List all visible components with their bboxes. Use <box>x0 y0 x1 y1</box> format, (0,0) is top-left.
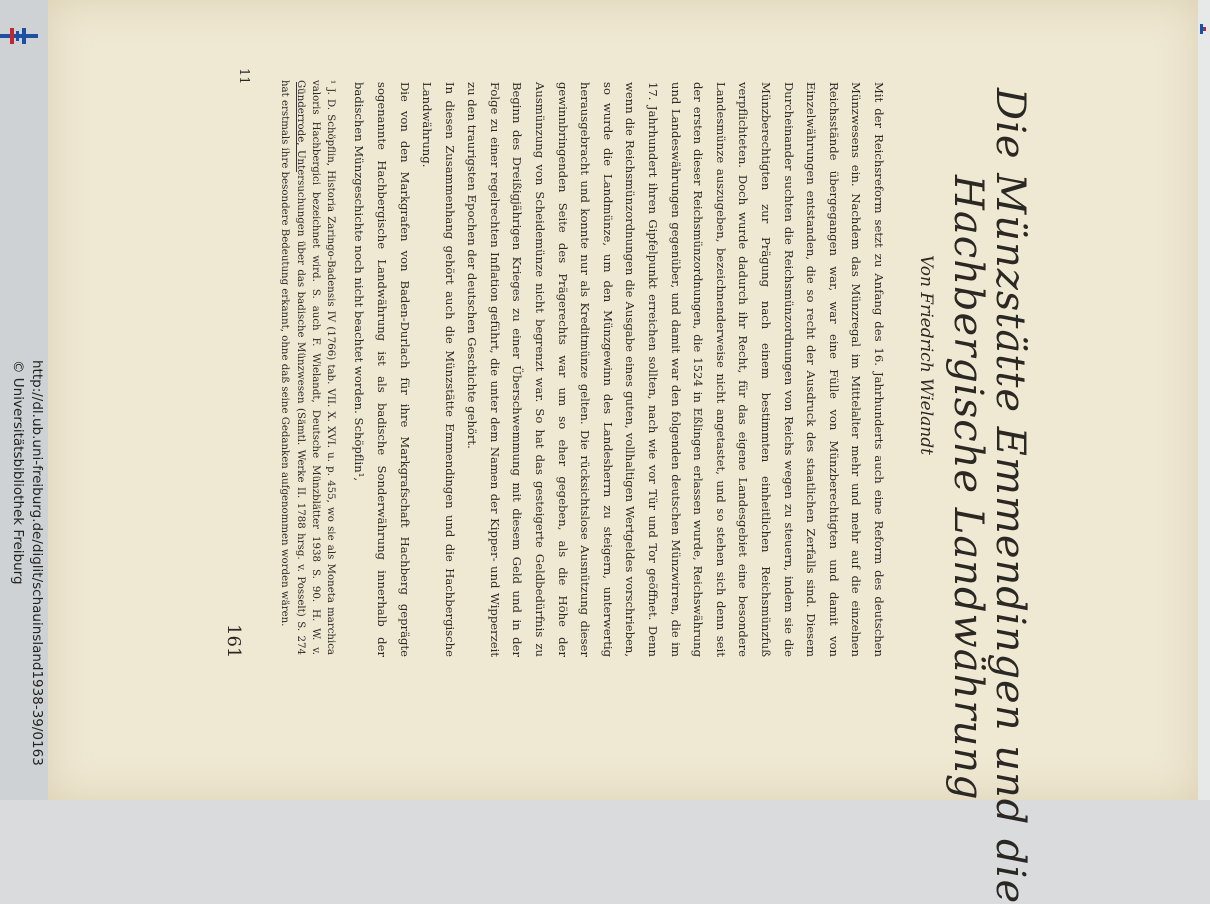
article-author: Von Friedrich Wielandt <box>916 255 936 455</box>
library-logo-icon <box>1200 22 1206 36</box>
article-title-line2: Hachbergische Landwährung <box>945 175 991 801</box>
page-number: 161 <box>223 624 244 659</box>
source-sidebar <box>6 360 46 800</box>
footnote: ¹ J. D. Schöpflin, Historia Zaringo-Badensis IV (1766) tab. VII. X. XVI. u. p. 455, wo sie als Moneta marchica valoris Hachbergici bezeichnet wird. S. auch F. Wielandt, Deutsche Münzblätter 1938 S. 90. H. W. v. Günderrode, Untersuchungen über das badische Münzwesen (Sämtl. Werke II. 1788 hrsg. v. Posselt) S. 274 hat erstmals ihre besondere Bedeutung erkannt, ohne daß seine Gedanken aufgenommen worden wären. <box>279 80 336 655</box>
signature-mark: 11 <box>236 68 251 85</box>
body-paragraph: Die von den Markgrafen von Baden-Durlach für ihre Markgrafschaft Hachberg geprägte sogenannte Hachbergische Landwährung ist als badische Sonderwährung innerhalb der badischen Münzgeschichte noch nicht beachtet worden. Schöpflin¹, <box>352 82 412 657</box>
copyright-notice: © Universitätsbibliothek Freiburg <box>10 360 26 585</box>
article-body <box>348 82 890 657</box>
article-title-line1: Die Münzstätte Emmendingen und die <box>987 88 1033 904</box>
body-paragraph: Mit der Reichsreform setzt zu Anfang des 16. Jahrhunderts auch eine Reform des deutschen Münzwesens ein. Nachdem das Münzregal im Mittelalter mehr und mehr auf die einzelnen Reichsstände übergegangen war, war eine Fülle von Münzberechtigten und damit von Einzelwährungen entstanden, die so recht der Ausdruck des staatlichen Zerfalls sind. Diesem Durcheinander suchten die Reichsmünzordnungen von Reichs wegen zu steuern, indem sie die Münzberechtigten zur Prägung nach einem bestimmten einheitlichen Reichsmünzfuß verpflichteten. Doch wurde dadurch ihr Recht, für das eigene Landesgebiet eine besondere Landesmünze auszugeben, bezeichnenderweise nicht angetastet, und so stehen sich denn seit der ersten dieser Reichsmünzordnungen, die 1524 in Eßlingen erlassen wurde, Reichswährung und Landeswährungen gegenüber, und damit war den folgenden deutschen Münzwirren, die im 17. Jahrhundert ihren Gipfelpunkt erreichen sollten, nach wie vor Tür und Tor geöffnet. Denn wenn die Reichsmünzordnungen die Ausgabe eines guten, vollhaltigen Wertgeldes vorschrieben, so wurde die Landmünze, um den Münzgewinn des Landesherrn zu steigern, unterwertig herausgebracht und konnte nur als Kreditmünze gelten. Die rücksichtslose Ausnützung dieser gewinnbringenden Seite des Prägerechts war um so eher gegeben, als die Höhe der Ausmünzung von Scheidemünze nicht begrenzt war. So hat das gesteigerte Geldbedürfnis zu Beginn des Dreißigjährigen Krieges zu einer Überschwemmung mit diesem Geld und in der Folge zu einer regelrechten Inflation geführt, die unter dem Namen der Kipper- und Wipperzeit zu den traurigsten Epochen der deutschen Geschichte gehört. <box>465 82 886 657</box>
source-url[interactable]: http://dl.ub.uni-freiburg.de/diglit/schauinsland1938-39/0163 <box>29 360 45 766</box>
scan-right-margin <box>1198 0 1210 800</box>
scanned-page <box>48 0 1198 904</box>
body-paragraph: In diesen Zusammenhang gehört auch die Münzstätte Emmendingen und die Hachbergische Landwährung. <box>420 82 457 657</box>
library-logo-icon <box>0 26 38 46</box>
